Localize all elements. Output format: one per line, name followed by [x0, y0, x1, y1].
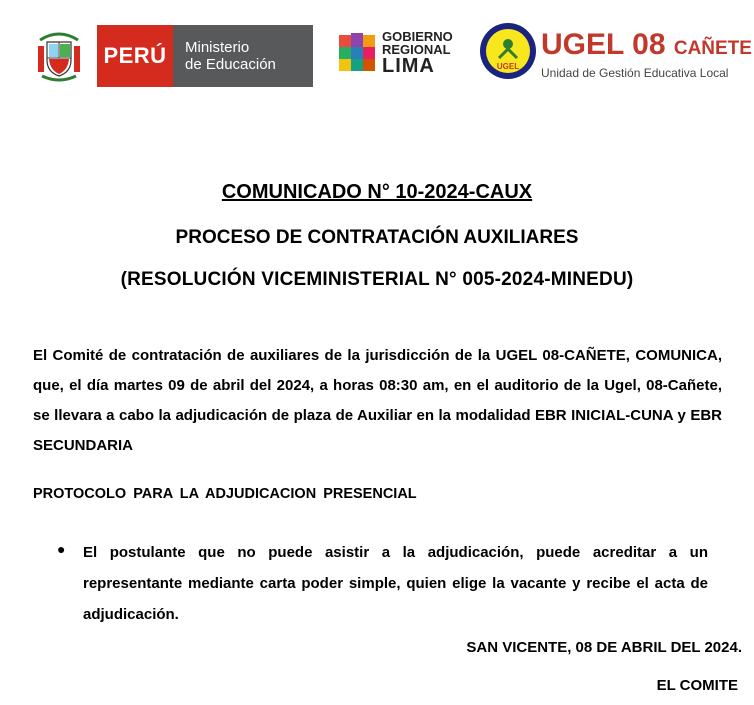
gobierno-line2: REGIONAL — [382, 42, 451, 57]
minedu-logo — [97, 25, 313, 87]
ugel-subtitle: Unidad de Gestión Educativa Local — [541, 66, 729, 80]
peru-coat-of-arms-icon — [36, 30, 82, 82]
document-resolution: (RESOLUCIÓN VICEMINISTERIAL N° 005-2024-MINEDU) — [120, 269, 634, 290]
ugel-title — [541, 28, 752, 62]
ministerio-line2: de Educación — [185, 56, 276, 73]
peru-label: PERÚ — [97, 25, 173, 87]
protocol-bullet-item: El postulante que no puede asistir a la adjudicación, puede acreditar a un representante mediante carta poder simple, quien elige la vacante y recibe el acta de adjudicación. — [83, 544, 708, 623]
document-subtitle: PROCESO DE CONTRATACIÓN AUXILIARES — [175, 227, 579, 248]
bullet-icon: ● — [57, 541, 66, 557]
ugel-title-suffix: CAÑETE — [673, 38, 752, 59]
protocol-title: PROTOCOLO PARA LA ADJUDICACION PRESENCIAL — [33, 486, 417, 502]
document-title: COMUNICADO N° 10-2024-CAUX — [221, 181, 533, 203]
body-paragraph: El Comité de contratación de auxiliares de la jurisdicción de la UGEL 08-CAÑETE, COMUNICA, que, el día martes 09 de abril del 2024, a horas 08:30 am, en el auditorio de la Ugel, 08-Cañete, se llevara a cabo la adjudicación de plaza de Auxiliar en la modalidad EBR INICIAL-CUNA y EBR SECUNDARIA — [33, 347, 722, 454]
signature-name: EL COMITE — [656, 677, 738, 694]
gobierno-line1: GOBIERNO — [382, 29, 453, 44]
ministerio-line1: Ministerio — [185, 39, 250, 56]
signature-date: SAN VICENTE, 08 DE ABRIL DEL 2024. — [466, 639, 742, 656]
ministerio-label — [173, 25, 313, 87]
gobierno-regional-label — [382, 30, 453, 76]
ugel-emblem-text: UGEL — [496, 62, 520, 71]
ugel-emblem-icon — [479, 22, 537, 80]
ugel-title-main: UGEL 08 — [541, 28, 666, 61]
gobierno-line3: LIMA — [382, 55, 435, 77]
